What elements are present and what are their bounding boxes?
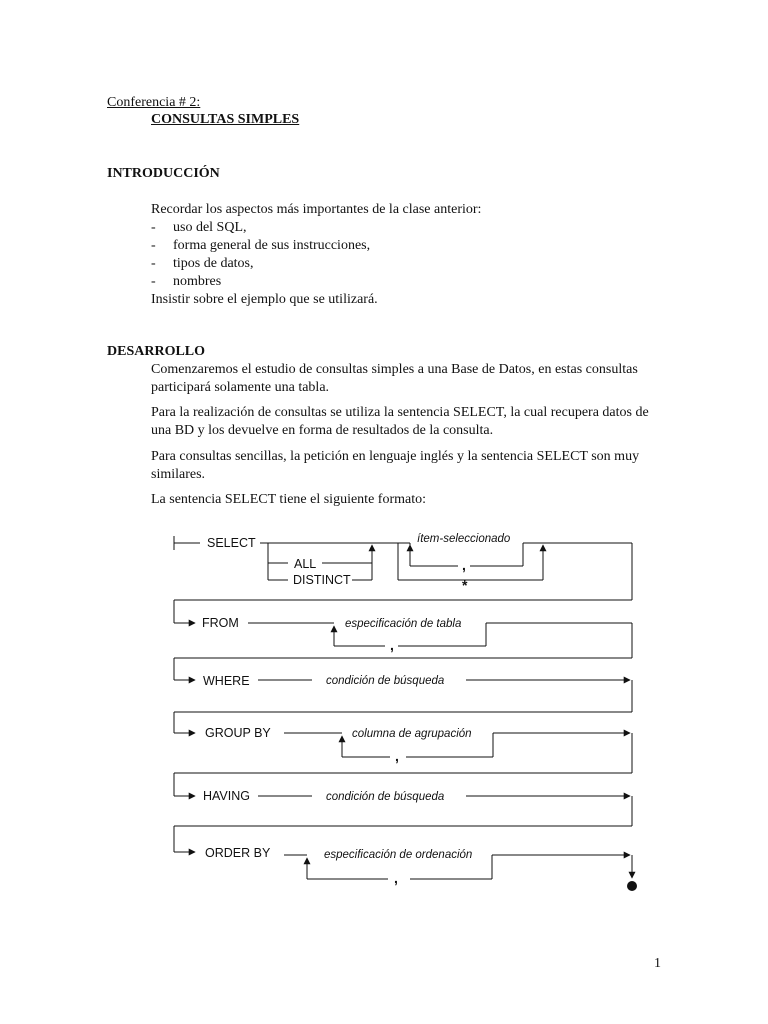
page-title: CONSULTAS SIMPLES [151, 112, 300, 127]
having-row [174, 773, 632, 826]
comma-separator: , [394, 870, 398, 886]
list-item-dash: - [151, 238, 156, 253]
intro-lead: Recordar los aspectos más importantes de la clase anterior: [151, 202, 482, 217]
keyword-distinct: DISTINCT [293, 573, 351, 587]
paragraph: La sentencia SELECT tiene el siguiente formato: [151, 492, 426, 507]
development-heading: DESARROLLO [107, 344, 206, 359]
paragraph: Para la realización de consultas se utiliza la sentencia SELECT, la cual recupera datos de una BD y los devuelve en forma de resultados de la consulta. [151, 405, 649, 438]
list-item-dash: - [151, 274, 156, 289]
group-by-row [174, 712, 632, 773]
select-syntax-diagram [0, 520, 768, 900]
list-item: uso del SQL, [173, 220, 247, 235]
comma-separator: , [395, 748, 399, 764]
table-spec-label: especificación de tabla [345, 618, 462, 630]
keyword-from: FROM [202, 616, 239, 630]
intro-heading: INTRODUCCIÓN [107, 166, 220, 181]
paragraph: Comenzaremos el estudio de consultas simples a una Base de Datos, en estas consultas participará solamente una tabla. [151, 362, 638, 395]
comma-separator: , [390, 637, 394, 653]
list-item: nombres [173, 274, 222, 289]
search-condition-label: condición de búsqueda [326, 791, 445, 803]
comma-separator: , [462, 557, 466, 573]
keyword-all: ALL [294, 557, 317, 571]
order-by-row [174, 826, 637, 891]
paragraph: Para consultas sencillas, la petición en lenguaje inglés y la sentencia SELECT son muy similares. [151, 449, 640, 482]
list-item-dash: - [151, 220, 156, 235]
keyword-where: WHERE [203, 674, 250, 688]
keyword-group-by: GROUP BY [205, 726, 271, 740]
select-row [174, 533, 632, 600]
keyword-select: SELECT [207, 536, 256, 550]
conference-label: Conferencia # 2: [107, 95, 201, 110]
search-condition-label: condición de búsqueda [326, 675, 445, 687]
where-row [174, 658, 632, 712]
keyword-having: HAVING [203, 789, 250, 803]
intro-closing: Insistir sobre el ejemplo que se utilizará. [151, 292, 378, 307]
page-number: 1 [654, 956, 661, 971]
item-selected-label: ítem-seleccionado [417, 533, 511, 545]
end-terminal-dot [627, 881, 637, 891]
keyword-order-by: ORDER BY [205, 846, 271, 860]
list-item: tipos de datos, [173, 256, 254, 271]
list-item: forma general de sus instrucciones, [173, 238, 371, 253]
from-row [174, 600, 632, 658]
list-item-dash: - [151, 256, 156, 271]
ordering-spec-label: especificación de ordenación [324, 849, 473, 861]
star-symbol: * [462, 577, 468, 593]
grouping-column-label: columna de agrupación [352, 728, 472, 740]
